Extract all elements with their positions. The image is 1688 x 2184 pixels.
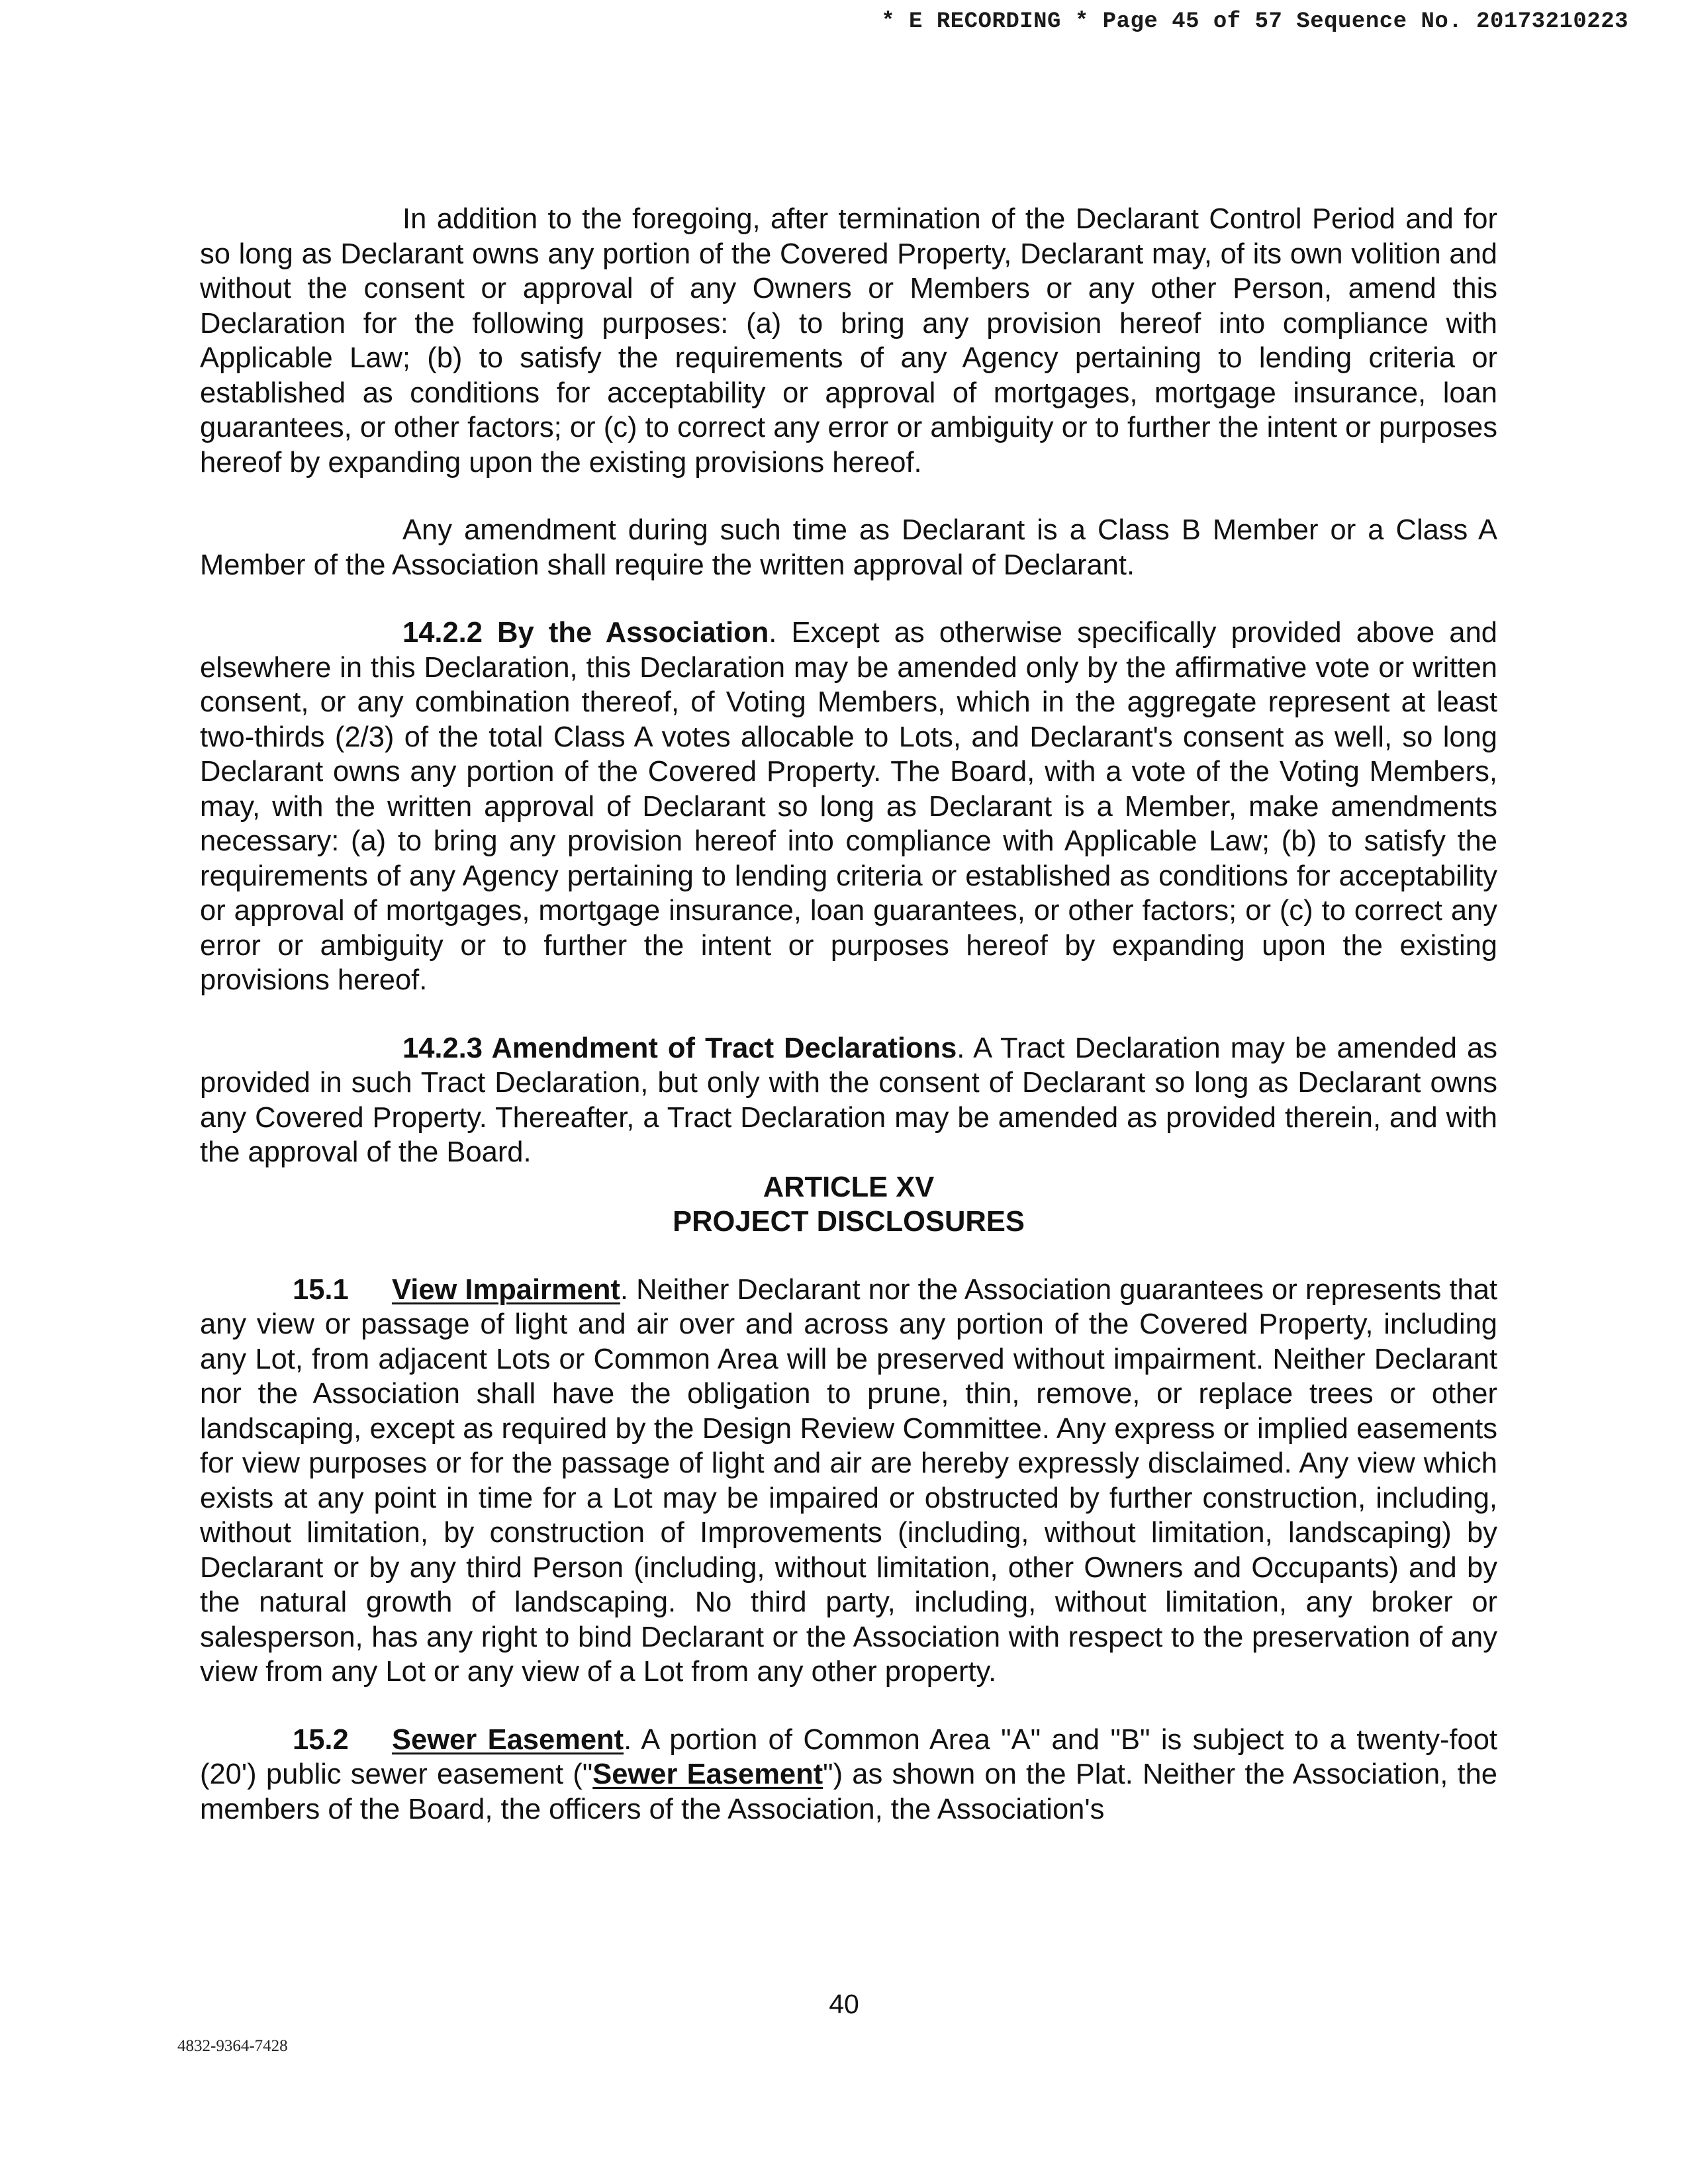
section-15-2 — [200, 1723, 1497, 1827]
article-title: PROJECT DISCLOSURES — [673, 1206, 1025, 1238]
section-15-1-number: 15.1 — [293, 1273, 349, 1306]
section-15-2-number: 15.2 — [293, 1723, 349, 1756]
section-15-2-text-b: ") as shown on the Plat. Neither the Association, the members of the Board, the officers of the Association, the Association's — [200, 1758, 1497, 1825]
section-15-2-title: Sewer Easement — [392, 1723, 624, 1756]
recording-header: * E RECORDING * Page 45 of 57 Sequence No. 20173210223 — [881, 9, 1628, 34]
section-14-2-3-heading: 14.2.3 Amendment of Tract Declarations — [402, 1032, 957, 1064]
document-id: 4832-9364-7428 — [177, 2037, 288, 2055]
paragraph-declarant-amendment: In addition to the foregoing, after termination of the Declarant Control Period and for so long as Declarant owns any portion of the Covered Property, Declarant may, of its own volition and without the consent or approval of any Owners or Members or any other Person, amend this Declaration for the following purposes: (a) to bring any provision hereof into compliance with Applicable Law; (b) to satisfy the requirements of any Agency pertaining to lending criteria or established as conditions for acceptability or approval of mortgages, mortgage insurance, loan guarantees, or other factors; or (c) to correct any error or ambiguity or to further the intent or purposes hereof by expanding upon the existing provisions hereof. — [200, 203, 1497, 478]
document-body — [200, 202, 1497, 1827]
section-15-1-text: . Neither Declarant nor the Association guarantees or represents that any view or passage of light and air over and across any portion of the Covered Property, including any Lot, from adjacent Lots or Common Area will be preserved without impairment. Neither Declarant nor the Association shall have the obligation to prune, thin, remove, or replace trees or other landscaping, except as required by the Design Review Committee. Any express or implied easements for view purposes or for the passage of light and air are hereby expressly disclaimed. Any view which exists at any point in time for a Lot may be impaired or obstructed by further construction, including, without limitation, by construction of Improvements (including, without limitation, landscaping) by Declarant or by any third Person (including, without limitation, other Owners and Occupants) and by the natural growth of landscaping. No third party, including, without limitation, any broker or salesperson, has any right to bind Declarant or the Association with respect to the preservation of any view from any Lot or any view of a Lot from any other property. — [200, 1273, 1497, 1688]
section-14-2-3 — [200, 1031, 1497, 1170]
article-number: ARTICLE XV — [763, 1171, 935, 1203]
paragraph-amendment-approval: Any amendment during such time as Declarant is a Class B Member or a Class A Member of the Association shall require the written approval of Declarant. — [200, 514, 1497, 581]
section-14-2-2-heading: 14.2.2 By the Association — [402, 617, 769, 649]
section-14-2-3-text: . A Tract Declaration may be amended as provided in such Tract Declaration, but only with the consent of Declarant so long as Declarant owns any Covered Property. Thereafter, a Tract Declaration may be amended as provided therein, and with the approval of the Board. — [200, 1032, 1497, 1168]
page-number: 40 — [829, 1989, 859, 2019]
section-14-2-2-text: . Except as otherwise specifically provided above and elsewhere in this Declaration, this Declaration may be amended only by the affirmative vote or written consent, or any combination thereof, of Voting Members, which in the aggregate represent at least two-thirds (2/3) of the total Class A votes allocable to Lots, and Declarant's consent as well, so long Declarant owns any portion of the Covered Property. The Board, with a vote of the Voting Members, may, with the written approval of Declarant so long as Declarant is a Member, make amendments necessary: (a) to bring any provision hereof into compliance with Applicable Law; (b) to satisfy the requirements of any Agency pertaining to lending criteria or established as conditions for acceptability or approval of mortgages, mortgage insurance, loan guarantees, or other factors; or (c) to correct any error or ambiguity or to further the intent or purposes hereof by expanding upon the existing provisions hereof. — [200, 617, 1497, 996]
section-15-2-text-a: . A portion of Common Area "A" and "B" is subject to a twenty-foot (20') public sewer easement (" — [200, 1723, 1497, 1790]
sewer-easement-defined-term: Sewer Easement — [592, 1758, 823, 1790]
section-15-1-title: View Impairment — [392, 1273, 620, 1306]
section-14-2-2 — [200, 615, 1497, 998]
section-15-1 — [200, 1273, 1497, 1690]
